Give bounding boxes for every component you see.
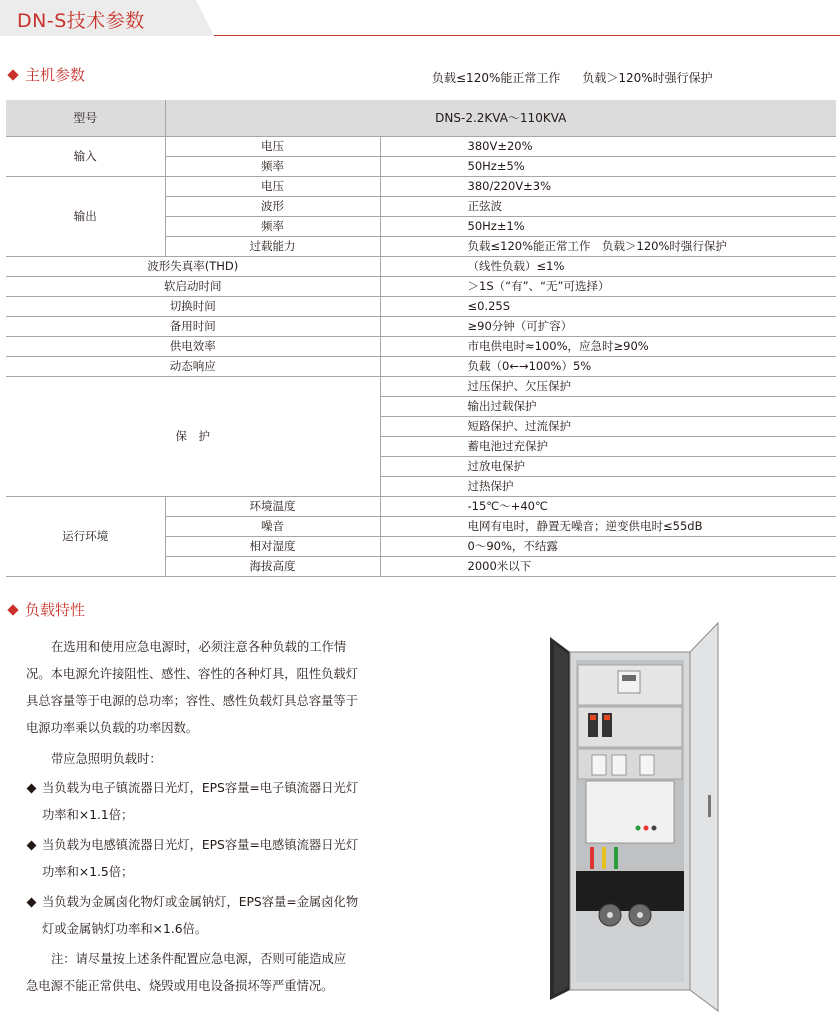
table-row xyxy=(6,317,836,337)
eps-cabinet-image xyxy=(540,615,730,1015)
diamond-bullet-icon xyxy=(7,604,18,615)
row-value: 电网有电时，静置无噪音；逆变供电时≤55dB xyxy=(380,517,836,537)
group-environment: 运行环境 xyxy=(6,497,165,577)
table-row xyxy=(6,137,836,157)
row-value: 0～90%，不结露 xyxy=(380,537,836,557)
row-value: 短路保护、过流保护 xyxy=(380,417,836,437)
table-row xyxy=(6,277,836,297)
section-heading-host xyxy=(6,64,85,85)
row-label: 相对湿度 xyxy=(165,537,380,557)
model-value: DNS-2.2KVA～110KVA xyxy=(165,100,836,137)
diamond-bullet-icon xyxy=(27,841,37,851)
row-value: -15℃～+40℃ xyxy=(380,497,836,517)
text-line: 况。本电源允许接阻性、感性、容性的各种灯具，阻性负载灯 xyxy=(26,667,359,681)
load-note-normal: 负载≤120%能正常工作 xyxy=(432,71,561,85)
row-label: 环境温度 xyxy=(165,497,380,517)
text-line: 电源功率乘以负载的功率因数。 xyxy=(26,721,199,735)
diamond-bullet-icon xyxy=(7,69,18,80)
section-heading-text: 主机参数 xyxy=(25,66,86,84)
row-value: （线性负载）≤1% xyxy=(380,257,836,277)
row-value: 正弦波 xyxy=(380,197,836,217)
row-value: 50Hz±5% xyxy=(380,157,836,177)
row-value: ≥90分钟（可扩容） xyxy=(380,317,836,337)
row-label: 电压 xyxy=(165,137,380,157)
row-label: 频率 xyxy=(165,157,380,177)
text-line: 当负载为金属卤化物灯或金属钠灯，EPS容量=金属卤化物 xyxy=(42,895,359,909)
table-row xyxy=(6,177,836,197)
spec-table xyxy=(6,100,836,577)
header-rule xyxy=(214,35,840,36)
row-label: 电压 xyxy=(165,177,380,197)
row-value: 50Hz±1% xyxy=(380,217,836,237)
text-line: 当负载为电子镇流器日光灯，EPS容量=电子镇流器日光灯 xyxy=(42,781,359,795)
bullet-inductive-ballast xyxy=(26,832,406,886)
row-value: 市电供电时≈100%，应急时≥90% xyxy=(380,337,836,357)
text-line: 注：请尽量按上述条件配置应急电源，否则可能造成应 xyxy=(51,952,347,966)
text-line: 急电源不能正常供电、烧毁或用电设备损坏等严重情况。 xyxy=(26,979,334,993)
text-line: 当负载为电感镇流器日光灯，EPS容量=电感镇流器日光灯 xyxy=(42,838,359,852)
row-value: 过热保护 xyxy=(380,477,836,497)
paragraph-warning-note xyxy=(26,946,406,1000)
table-row xyxy=(6,257,836,277)
row-label: 切换时间 xyxy=(6,297,380,317)
paragraph-load-types xyxy=(26,634,406,742)
row-value: 输出过载保护 xyxy=(380,397,836,417)
row-label: 供电效率 xyxy=(6,337,380,357)
load-note xyxy=(432,69,735,86)
row-label: 噪音 xyxy=(165,517,380,537)
table-row xyxy=(6,100,836,137)
row-value: 负载（0←→100%）5% xyxy=(380,357,836,377)
row-label: 备用时间 xyxy=(6,317,380,337)
row-value: 过放电保护 xyxy=(380,457,836,477)
row-label: 动态响应 xyxy=(6,357,380,377)
group-protection: 保 护 xyxy=(6,377,380,497)
diamond-bullet-icon xyxy=(27,784,37,794)
row-label: 频率 xyxy=(165,217,380,237)
paragraph-lighting-intro: 带应急照明负载时： xyxy=(51,752,162,766)
row-value: 过压保护、欠压保护 xyxy=(380,377,836,397)
row-label: 波形 xyxy=(165,197,380,217)
row-value: 蓄电池过充保护 xyxy=(380,437,836,457)
row-value: 2000米以下 xyxy=(380,557,836,577)
row-label: 过载能力 xyxy=(165,237,380,257)
row-label: 软启动时间 xyxy=(6,277,380,297)
page-header xyxy=(0,0,840,40)
table-row xyxy=(6,377,836,397)
row-label: 海拔高度 xyxy=(165,557,380,577)
load-note-protect: 负载＞120%时强行保护 xyxy=(582,71,713,85)
table-row xyxy=(6,297,836,317)
row-value: 380/220V±3% xyxy=(380,177,836,197)
diamond-bullet-icon xyxy=(27,898,37,908)
row-value: 负载≤120%能正常工作 负载＞120%时强行保护 xyxy=(380,237,836,257)
row-label: 波形失真率(THD) xyxy=(6,257,380,277)
text-line: 在选用和使用应急电源时，必须注意各种负载的工作情 xyxy=(51,640,347,654)
row-value: ＞1S（“有”、“无”可选择） xyxy=(380,277,836,297)
table-row xyxy=(6,357,836,377)
text-line: 功率和×1.1倍； xyxy=(42,808,134,822)
text-line: 灯或金属钠灯功率和×1.6倍。 xyxy=(42,922,208,936)
group-input: 输入 xyxy=(6,137,165,177)
table-row xyxy=(6,497,836,517)
model-label: 型号 xyxy=(6,100,165,137)
table-row xyxy=(6,337,836,357)
row-value: ≤0.25S xyxy=(380,297,836,317)
section-heading-load xyxy=(6,599,85,620)
bullet-electronic-ballast xyxy=(26,775,406,829)
text-line: 具总容量等于电源的总功率；容性、感性负载灯具总容量等于 xyxy=(26,694,359,708)
row-value: 380V±20% xyxy=(380,137,836,157)
bullet-metal-halide xyxy=(26,889,406,943)
section-heading-text: 负载特性 xyxy=(25,601,86,619)
page-title: DN-S技术参数 xyxy=(17,10,145,32)
group-output: 输出 xyxy=(6,177,165,257)
text-line: 功率和×1.5倍； xyxy=(42,865,134,879)
